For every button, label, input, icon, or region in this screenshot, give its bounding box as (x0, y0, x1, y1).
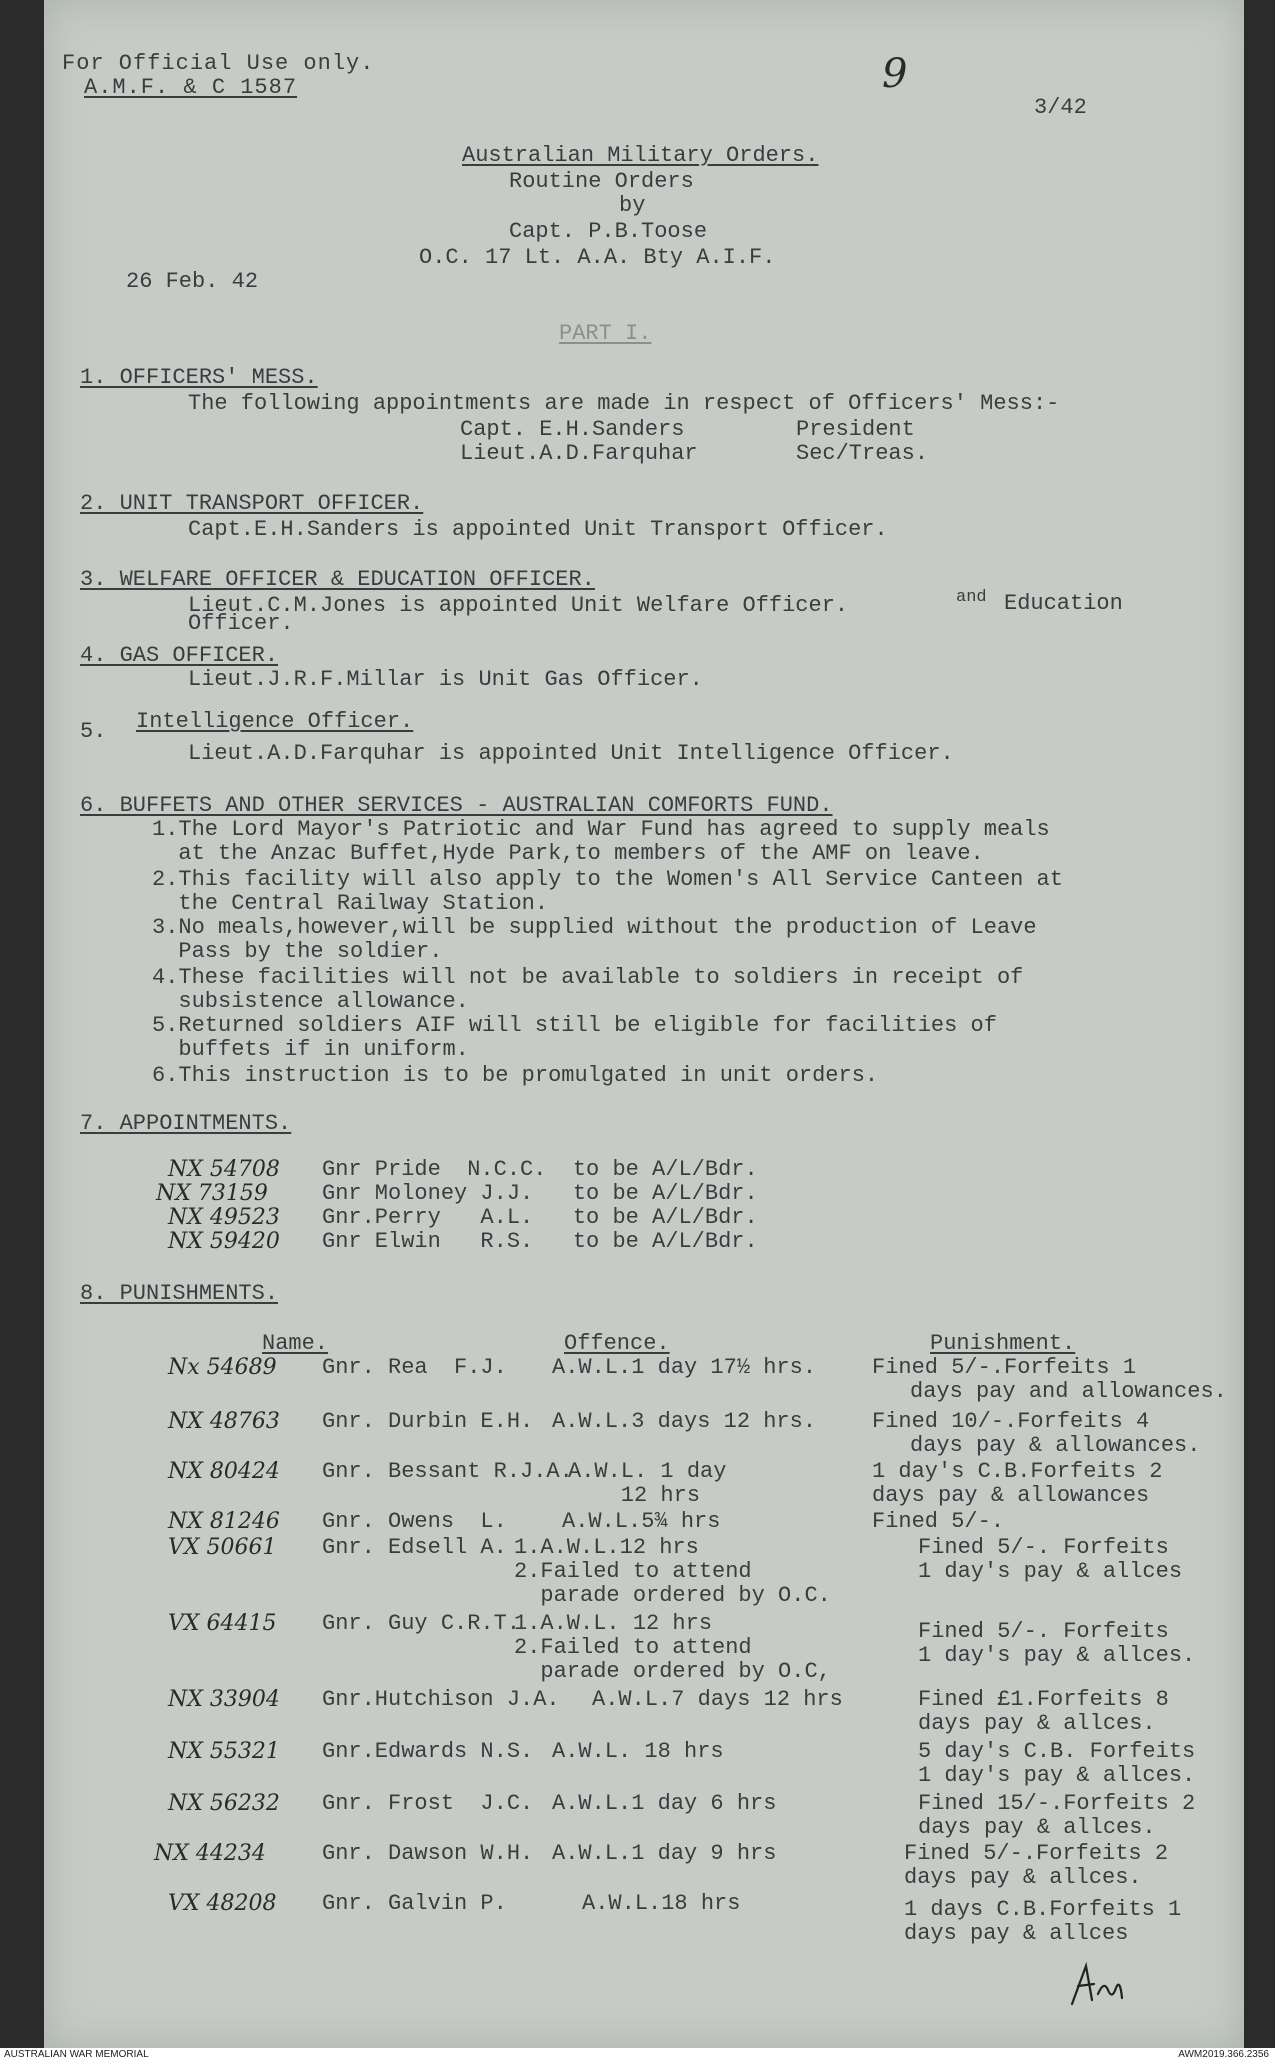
mess-secretary-name: Lieut.A.D.Farquhar (460, 441, 698, 466)
column-header-name: Name. (262, 1331, 329, 1356)
section-5-text: Lieut.A.D.Farquhar is appointed Unit Intelligence Officer. (188, 741, 954, 766)
soldier-name: Gnr. Rea F.J. (322, 1355, 507, 1380)
punishment-text: days pay & allces. (904, 1865, 1142, 1890)
section-5-heading: Intelligence Officer. (136, 709, 414, 734)
punishment-text: Fined 10/-.Forfeits 4 (872, 1409, 1150, 1434)
order-date: 26 Feb. 42 (126, 269, 259, 294)
service-number: NX 44234 (154, 1841, 266, 1866)
soldier-name: Gnr. Bessant R.J.A. (322, 1459, 573, 1484)
punishment-text: 5 day's C.B. Forfeits (918, 1739, 1196, 1764)
form-reference: A.M.F. & C 1587 (84, 75, 298, 100)
section-3-insertion: and (956, 588, 987, 607)
section-6-heading: 6. BUFFETS AND OTHER SERVICES - AUSTRALIAN COMFORTS FUND. (80, 793, 833, 818)
section-3-text-continued: Officer. (188, 611, 294, 636)
unit-name: O.C. 17 Lt. A.A. Bty A.I.F. (419, 245, 776, 270)
part-heading: PART I. (559, 321, 652, 346)
offence-text: A.W.L.7 days 12 hrs (592, 1687, 843, 1712)
punishment-text: 1 days C.B.Forfeits 1 (904, 1897, 1182, 1922)
official-use-label: For Official Use only. (62, 51, 375, 76)
mess-secretary-role: Sec/Treas. (796, 441, 929, 466)
soldier-name: Gnr. Owens L. (322, 1509, 507, 1534)
service-number: NX 49523 (168, 1205, 280, 1230)
service-number: NX 55321 (168, 1739, 280, 1764)
service-number: NX 81246 (168, 1509, 280, 1534)
offence-text: 2.Failed to attend (514, 1559, 752, 1584)
punishment-text: Fined £1.Forfeits 8 (918, 1687, 1169, 1712)
mess-president-role: President (796, 417, 915, 442)
section-2-heading: 2. UNIT TRANSPORT OFFICER. (80, 491, 424, 516)
offence-text: 1.A.W.L. 12 hrs (514, 1611, 713, 1636)
punishment-text: days pay & allowances. (910, 1433, 1201, 1458)
section-6-line: buffets if in uniform. (152, 1037, 469, 1062)
offence-text: parade ordered by O.C. (514, 1583, 831, 1608)
section-1-text: The following appointments are made in respect of Officers' Mess:- (188, 391, 1060, 416)
soldier-name: Gnr. Frost J.C. (322, 1791, 534, 1816)
section-8-heading: 8. PUNISHMENTS. (80, 1281, 279, 1306)
appointment-text: Gnr Elwin R.S. to be A/L/Bdr. (322, 1229, 758, 1254)
punishment-text: Fined 5/-. Forfeits (918, 1619, 1169, 1644)
service-number: NX 59420 (168, 1229, 280, 1254)
punishment-text: 1 day's C.B.Forfeits 2 (872, 1459, 1163, 1484)
footer-institution: AUSTRALIAN WAR MEMORIAL (4, 2049, 149, 2060)
mess-president-name: Capt. E.H.Sanders (460, 417, 685, 442)
appointment-text: Gnr Moloney J.J. to be A/L/Bdr. (322, 1181, 758, 1206)
offence-text: A.W.L.3 days 12 hrs. (552, 1409, 817, 1434)
appointment-text: Gnr Pride N.C.C. to be A/L/Bdr. (322, 1157, 758, 1182)
section-6-line: 6.This instruction is to be promulgated in unit orders. (152, 1063, 879, 1088)
soldier-name: Gnr.Hutchison J.A. (322, 1687, 560, 1712)
footer-catalogue-number: AWM2019.366.2356 (1178, 2049, 1269, 2060)
document-subtitle: Routine Orders (509, 169, 694, 194)
soldier-name: Gnr.Edwards N.S. (322, 1739, 534, 1764)
punishment-text: days pay & allces (904, 1921, 1129, 1946)
section-4-text: Lieut.J.R.F.Millar is Unit Gas Officer. (188, 667, 703, 692)
section-3-text: Lieut.C.M.Jones is appointed Unit Welfare Officer. (188, 593, 849, 618)
soldier-name: Gnr. Dawson W.H. (322, 1841, 534, 1866)
service-number: VX 50661 (168, 1535, 277, 1560)
section-6-line: 5.Returned soldiers AIF will still be eligible for facilities of (152, 1013, 997, 1038)
soldier-name: Gnr. Galvin P. (322, 1891, 507, 1916)
offence-text: 12 hrs (568, 1483, 701, 1508)
punishment-text: Fined 5/-.Forfeits 2 (904, 1841, 1169, 1866)
section-6-line: Pass by the soldier. (152, 939, 443, 964)
offence-text: A.W.L. 18 hrs (552, 1739, 724, 1764)
offence-text: parade ordered by O.C, (514, 1659, 831, 1684)
section-6-line: 3.No meals,however,will be supplied without the production of Leave (152, 915, 1037, 940)
offence-text: 2.Failed to attend (514, 1635, 752, 1660)
page-reference: 3/42 (1034, 95, 1087, 120)
column-header-punishment: Punishment. (930, 1331, 1076, 1356)
section-6-line: subsistence allowance. (152, 989, 469, 1014)
offence-text: A.W.L.18 hrs (582, 1891, 741, 1916)
folio-number: 9 (882, 51, 908, 97)
punishment-text: 1 day's pay & allces. (918, 1643, 1196, 1668)
service-number: NX 48763 (168, 1409, 280, 1434)
archive-footer (0, 2048, 1275, 2061)
punishment-text: days pay & allces. (918, 1815, 1156, 1840)
punishment-text: 1 day's pay & allces (918, 1559, 1183, 1584)
punishment-text: days pay & allowances (872, 1483, 1150, 1508)
service-number: VX 64415 (168, 1611, 277, 1636)
issuing-officer: Capt. P.B.Toose (509, 219, 708, 244)
document-page (44, 0, 1244, 2048)
service-number: NX 54708 (168, 1157, 280, 1182)
punishment-text: 1 day's pay & allces. (918, 1763, 1196, 1788)
section-6-line: 2.This facility will also apply to the Women's All Service Canteen at (152, 867, 1063, 892)
offence-text: A.W.L.1 day 6 hrs (552, 1791, 777, 1816)
section-3-insertion-word: Education (1004, 591, 1123, 616)
section-1-heading: 1. OFFICERS' MESS. (80, 365, 318, 390)
section-6-line: at the Anzac Buffet,Hyde Park,to members of the AMF on leave. (152, 841, 984, 866)
punishment-text: days pay and allowances. (910, 1379, 1227, 1404)
signature-initials (1064, 1960, 1144, 2010)
by-label: by (619, 193, 646, 218)
section-2-text: Capt.E.H.Sanders is appointed Unit Transport Officer. (188, 517, 888, 542)
punishment-text: Fined 15/-.Forfeits 2 (918, 1791, 1196, 1816)
section-5-number: 5. (80, 719, 107, 744)
punishment-text: Fined 5/-. Forfeits (918, 1535, 1169, 1560)
section-3-heading: 3. WELFARE OFFICER & EDUCATION OFFICER. (80, 567, 595, 592)
column-header-offence: Offence. (564, 1331, 670, 1356)
service-number: NX 56232 (168, 1791, 280, 1816)
service-number: NX 73159 (156, 1181, 268, 1206)
offence-text: A.W.L.5¾ hrs (562, 1509, 721, 1534)
section-7-heading: 7. APPOINTMENTS. (80, 1111, 292, 1136)
punishment-text: days pay & allces. (918, 1711, 1156, 1736)
document-title: Australian Military Orders. (462, 143, 819, 168)
appointment-text: Gnr.Perry A.L. to be A/L/Bdr. (322, 1205, 758, 1230)
service-number: Nx 54689 (168, 1355, 277, 1380)
offence-text: A.W.L. 1 day (568, 1459, 727, 1484)
offence-text: A.W.L.1 day 17½ hrs. (552, 1355, 817, 1380)
section-6-line: the Central Railway Station. (152, 891, 549, 916)
punishment-text: Fined 5/-.Forfeits 1 (872, 1355, 1137, 1380)
service-number: NX 33904 (168, 1687, 280, 1712)
service-number: NX 80424 (168, 1459, 280, 1484)
service-number: VX 48208 (168, 1891, 277, 1916)
section-6-line: 1.The Lord Mayor's Patriotic and War Fund has agreed to supply meals (152, 817, 1050, 842)
section-4-heading: 4. GAS OFFICER. (80, 643, 279, 668)
punishment-text: Fined 5/-. (872, 1509, 1005, 1534)
offence-text: A.W.L.1 day 9 hrs (552, 1841, 777, 1866)
section-6-line: 4.These facilities will not be available to soldiers in receipt of (152, 965, 1024, 990)
offence-text: 1.A.W.L.12 hrs (514, 1535, 699, 1560)
soldier-name: Gnr. Edsell A. (322, 1535, 507, 1560)
soldier-name: Gnr. Guy C.R.T. (322, 1611, 521, 1636)
soldier-name: Gnr. Durbin E.H. (322, 1409, 534, 1434)
